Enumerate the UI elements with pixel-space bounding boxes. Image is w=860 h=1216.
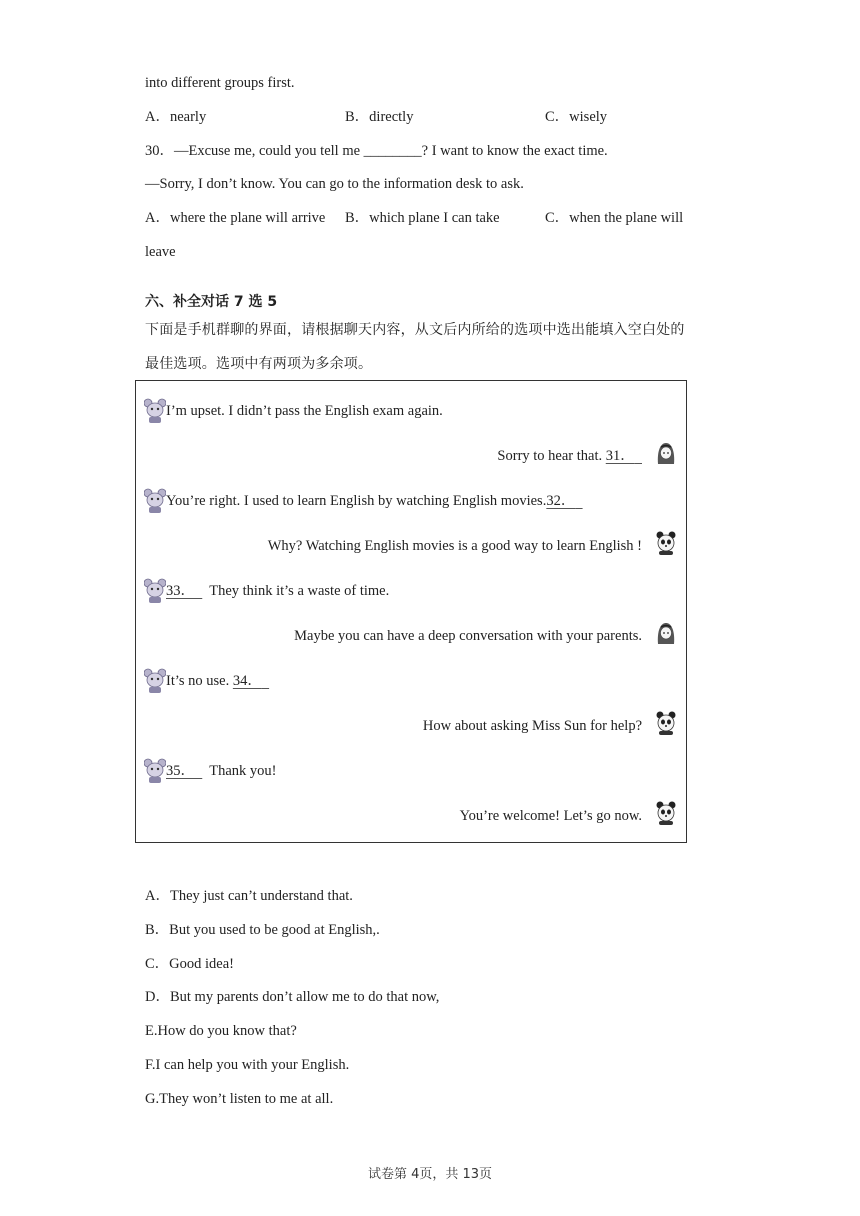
q30-option-c: C．when the plane will xyxy=(545,210,684,226)
section-title: 六、补全对话 7 选 5 xyxy=(145,294,278,310)
girl-avatar-icon xyxy=(655,620,677,646)
q30-reply: —Sorry, I don’t know. You can go to the information desk to ask. xyxy=(145,176,524,192)
choice-b: B．But you used to be good at English,. xyxy=(145,922,380,938)
chat-message-9 xyxy=(166,762,277,780)
choice-g: G.They won’t listen to me at all. xyxy=(145,1091,334,1107)
chat-message-2-text: Sorry to hear that. xyxy=(497,448,606,464)
chat-message-7 xyxy=(166,672,269,690)
blank-33: 33． xyxy=(166,583,195,599)
girl-avatar-icon xyxy=(655,440,677,466)
chat-message-5-text: They think it’s a waste of time. xyxy=(202,583,390,599)
chat-screen xyxy=(135,380,687,843)
chat-message-10: You’re welcome! Let’s go now. xyxy=(459,808,642,824)
blank-34: 34． xyxy=(232,673,262,689)
section-instruction-2: 最佳选项。选项中有两项为多余项。 xyxy=(145,356,373,372)
section-instruction-1: 下面是手机群聊的界面，请根据聊天内容，从文后内所给的选项中选出能填入空白处的 xyxy=(145,322,685,338)
q29-option-c: C．wisely xyxy=(545,109,608,125)
chat-message-8: How about asking Miss Sun for help? xyxy=(422,718,642,734)
chat-message-2 xyxy=(497,447,642,465)
mouse-avatar-icon xyxy=(144,488,166,514)
choice-a: A．They just can’t understand that. xyxy=(145,888,353,904)
q30-option-a: A．where the plane will arrive xyxy=(145,210,326,226)
mouse-avatar-icon xyxy=(144,758,166,784)
chat-message-1: I’m upset. I didn’t pass the English exam again. xyxy=(166,403,443,419)
choice-f: F.I can help you with your English. xyxy=(145,1057,350,1073)
q29-option-b: B．directly xyxy=(345,109,414,125)
q30-option-b: B．which plane I can take xyxy=(345,210,500,226)
mouse-avatar-icon xyxy=(144,578,166,604)
chat-message-7-text: It’s no use. xyxy=(166,673,233,689)
mouse-avatar-icon xyxy=(144,398,166,424)
panda-avatar-icon xyxy=(655,530,677,556)
chat-message-9-text: Thank you! xyxy=(202,763,277,779)
blank-31: 31． xyxy=(605,448,635,464)
panda-avatar-icon xyxy=(655,710,677,736)
chat-message-4: Why? Watching English movies is a good way to learn English ! xyxy=(267,538,642,554)
chat-message-3 xyxy=(166,492,583,510)
choice-d: D．But my parents don’t allow me to do that now, xyxy=(145,989,440,1005)
q29-continuation: into different groups first. xyxy=(145,75,295,91)
q30-option-wrap: leave xyxy=(145,244,176,260)
chat-message-3-text: You’re right. I used to learn English by watching English movies. xyxy=(166,493,547,509)
chat-message-6: Maybe you can have a deep conversation with your parents. xyxy=(294,628,642,644)
chat-message-5 xyxy=(166,582,389,600)
choice-c: C．Good idea! xyxy=(145,956,234,972)
page-footer: 试卷第 4页，共 13页 xyxy=(367,1167,493,1182)
q29-option-a: A．nearly xyxy=(145,109,207,125)
choice-e: E.How do you know that? xyxy=(145,1023,297,1039)
panda-avatar-icon xyxy=(655,800,677,826)
blank-32: 32． xyxy=(546,493,576,509)
q30-stem: 30．—Excuse me, could you tell me ________? I want to know the exact time. xyxy=(145,143,608,159)
mouse-avatar-icon xyxy=(144,668,166,694)
blank-35: 35． xyxy=(166,763,195,779)
